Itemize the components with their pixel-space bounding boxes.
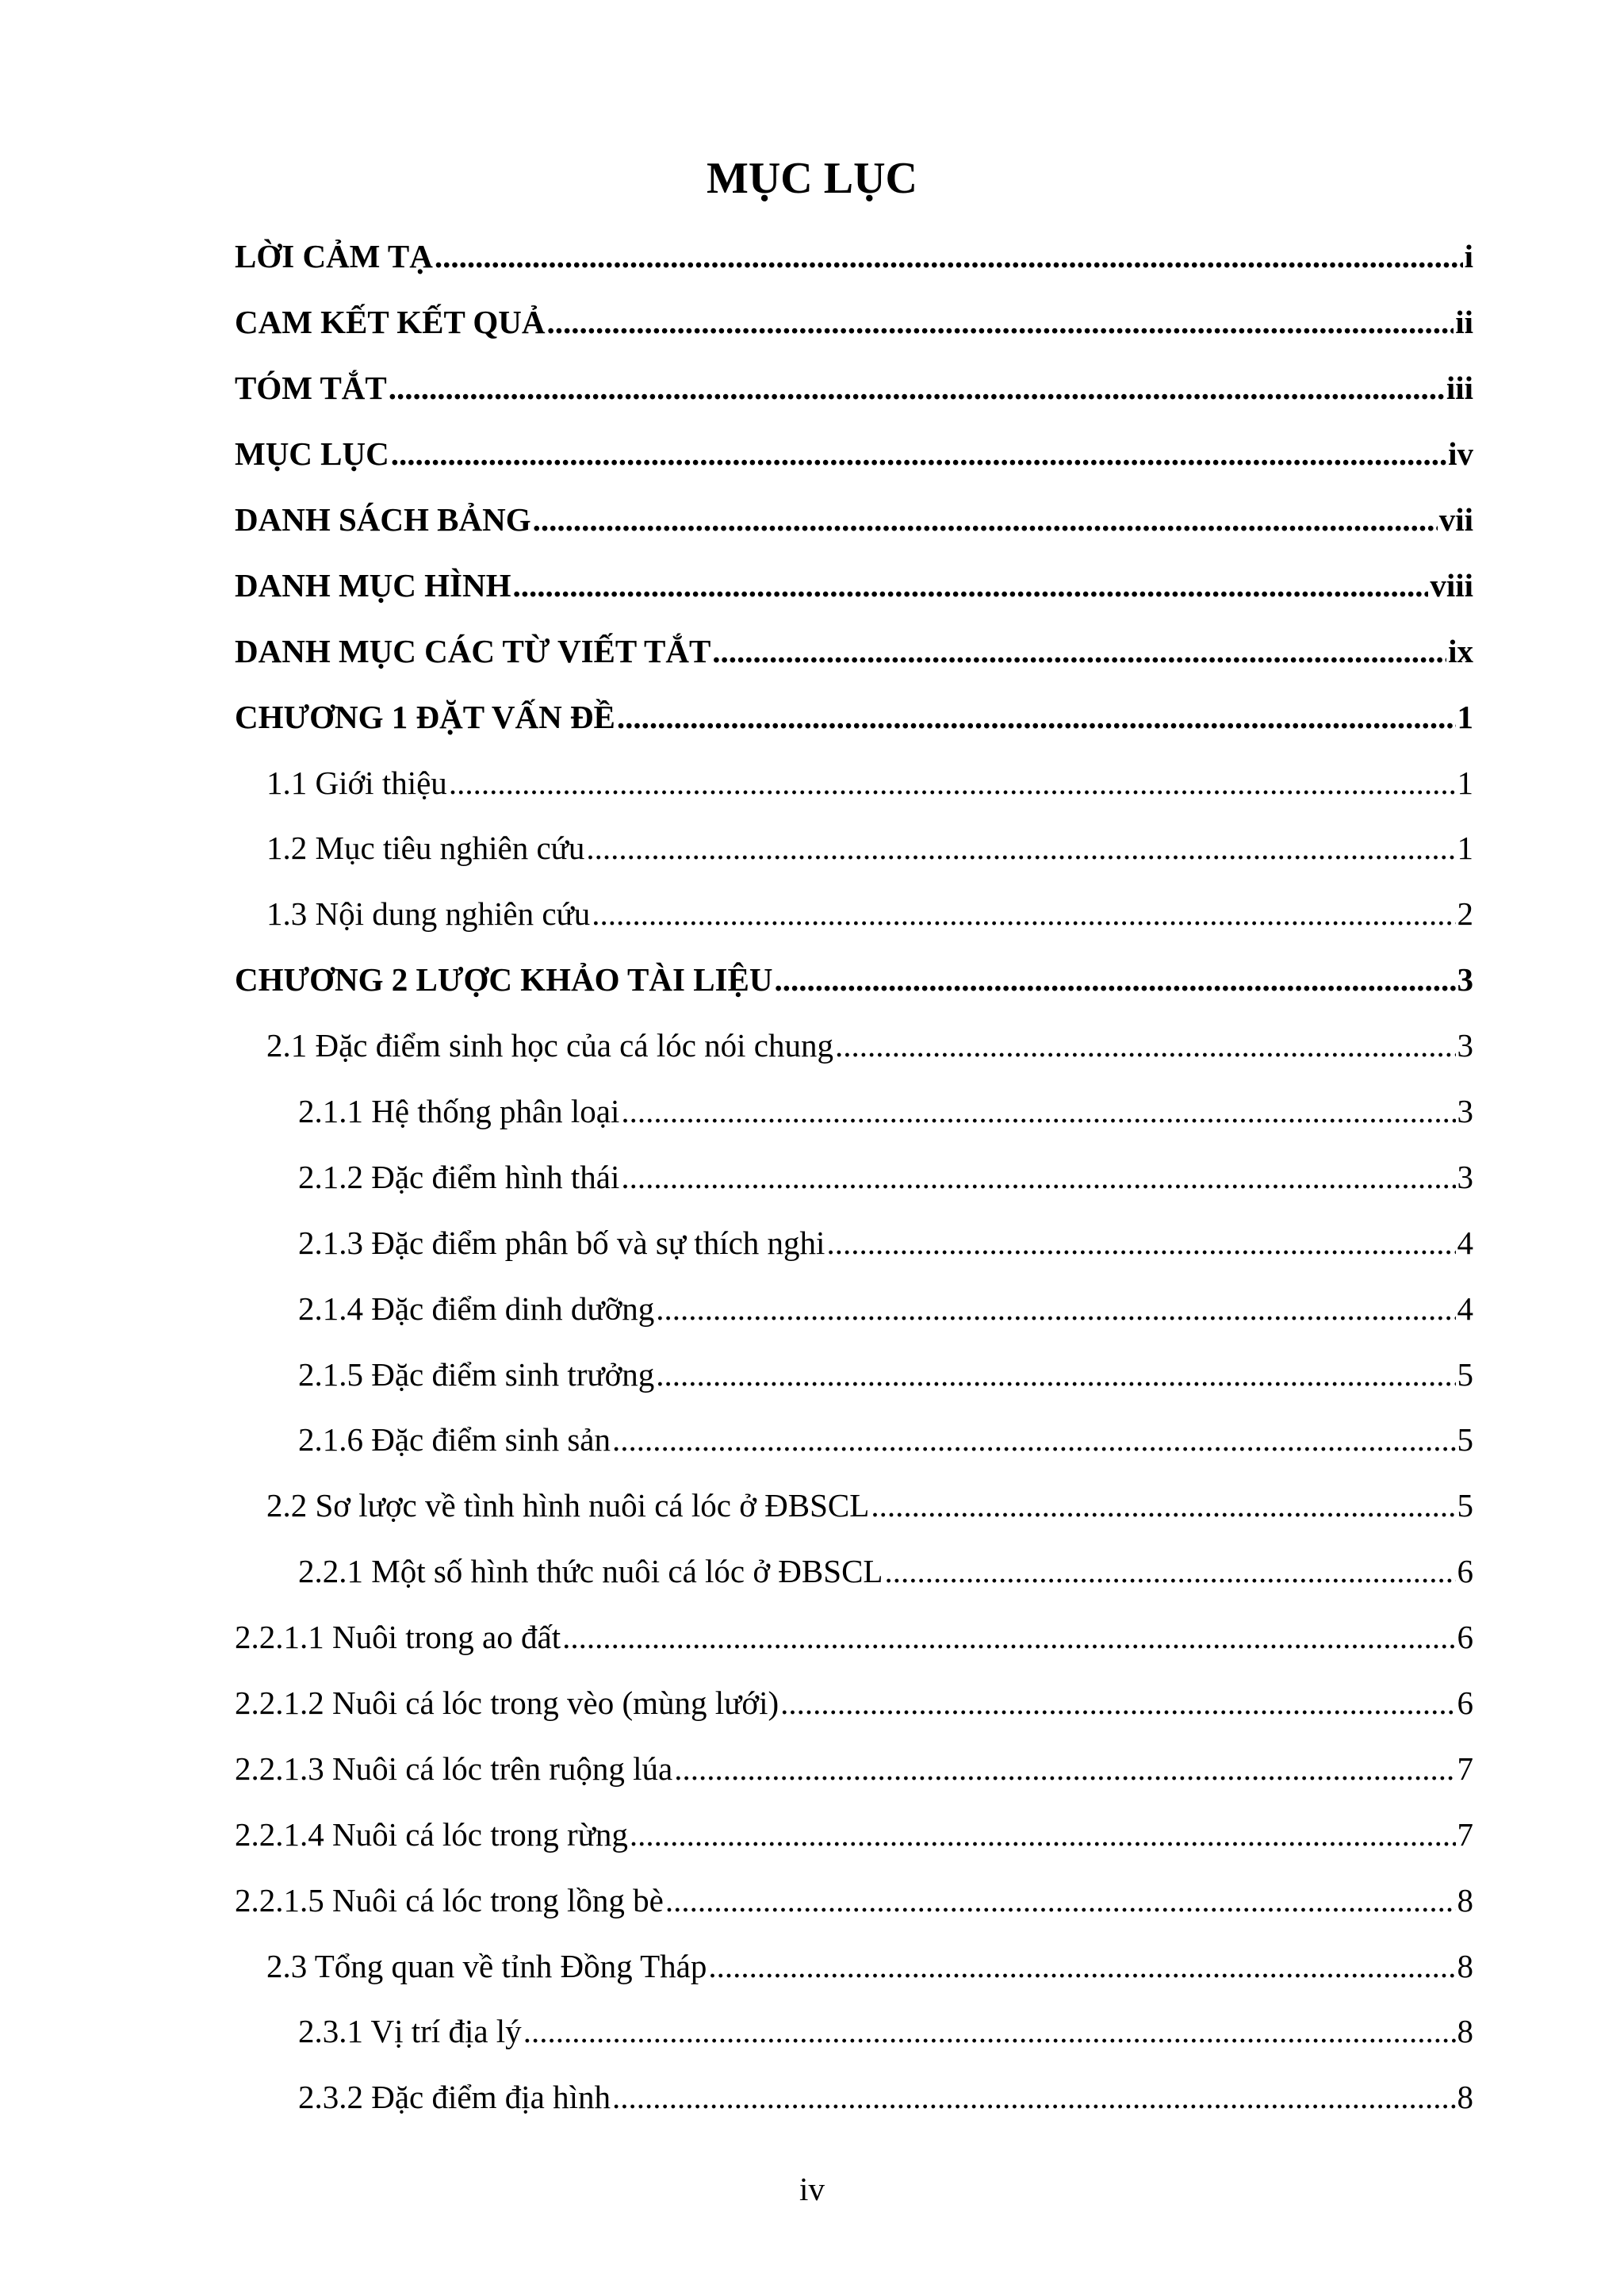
toc-entry[interactable] (235, 1670, 1473, 1736)
toc-entry-label: 2.2.1.3 Nuôi cá lóc trên ruộng lúa (235, 1750, 673, 1787)
toc-dot-leader (512, 565, 1428, 605)
toc-entry[interactable] (235, 1275, 1473, 1341)
toc-entry-page: 5 (1457, 1355, 1473, 1393)
toc-entry-label: 2.1.2 Đặc điểm hình thái (298, 1158, 620, 1195)
toc-entry-page: 2 (1457, 895, 1473, 933)
toc-entry-page: ix (1448, 632, 1473, 669)
toc-entry-label: 2.2.1.4 Nuôi cá lóc trong rừng (235, 1815, 628, 1853)
toc-entry[interactable] (235, 2064, 1473, 2130)
toc-entry[interactable] (235, 1801, 1473, 1867)
toc-entry-page: i (1464, 238, 1473, 275)
toc-entry[interactable] (235, 1999, 1473, 2064)
toc-entry-page: 6 (1457, 1685, 1473, 1722)
toc-entry-label: 2.2.1.2 Nuôi cá lóc trong vèo (mùng lưới) (235, 1685, 779, 1722)
toc-entry-label: 1.3 Nội dung nghiên cứu (266, 895, 591, 933)
toc-entry-label: 2.2.1 Một số hình thức nuôi cá lóc ở ĐBSCL (298, 1553, 883, 1590)
toc-dot-leader (586, 828, 1455, 868)
toc-entry-label: 2.1.5 Đặc điểm sinh trưởng (298, 1355, 655, 1393)
toc-entry-page: vii (1438, 501, 1473, 538)
toc-entry-page: 3 (1457, 1093, 1473, 1130)
toc-entry[interactable] (235, 947, 1473, 1013)
toc-entry-page: 8 (1457, 2013, 1473, 2050)
toc-entry-page: 8 (1457, 1947, 1473, 1984)
toc-dot-leader (612, 1420, 1456, 1459)
toc-entry-label: TÓM TẮT (235, 370, 387, 407)
toc-entry-page: 5 (1457, 1421, 1473, 1458)
toc-entry[interactable] (235, 1013, 1473, 1079)
toc-entry-page: 7 (1457, 1815, 1473, 1853)
toc-dot-leader (656, 1289, 1455, 1328)
toc-entry-label: 2.1.4 Đặc điểm dinh dưỡng (298, 1290, 655, 1327)
toc-entry-page: 1 (1457, 764, 1473, 801)
toc-entry[interactable] (235, 1933, 1473, 1999)
toc-dot-leader (523, 2011, 1456, 2051)
toc-dot-leader (621, 1157, 1455, 1197)
toc-entry-label: 2.2.1.5 Nuôi cá lóc trong lồng bè (235, 1881, 664, 1918)
toc-entry-page: 4 (1457, 1224, 1473, 1261)
toc-entry-label: 2.2.1.1 Nuôi trong ao đất (235, 1619, 561, 1656)
toc-entry-page: 7 (1457, 1750, 1473, 1787)
toc-entry-label: 2.1.1 Hệ thống phân loại (298, 1093, 620, 1130)
toc-entry-page: ii (1455, 304, 1473, 341)
toc-entry-label: CAM KẾT KẾT QUẢ (235, 304, 546, 341)
toc-dot-leader (835, 1025, 1456, 1065)
toc-dot-leader (449, 763, 1456, 803)
toc-entry[interactable] (235, 289, 1473, 355)
toc-dot-leader (826, 1223, 1455, 1263)
toc-entry-label: DANH MỤC HÌNH (235, 566, 511, 604)
toc-entry[interactable] (235, 1735, 1473, 1801)
toc-entry[interactable] (235, 684, 1473, 749)
toc-entry-page: viii (1430, 566, 1473, 604)
toc-dot-leader (612, 2077, 1456, 2117)
toc-entry-page: iii (1446, 370, 1473, 407)
toc-entry-page: 5 (1457, 1487, 1473, 1524)
toc-entry-label: CHƯƠNG 2 LƯỢC KHẢO TÀI LIỆU (235, 961, 773, 999)
toc-entry[interactable] (235, 355, 1473, 421)
toc-entry[interactable] (235, 1209, 1473, 1275)
toc-entry[interactable] (235, 1144, 1473, 1209)
toc-entry-page: iv (1448, 435, 1473, 473)
toc-dot-leader (562, 1617, 1455, 1657)
toc-dot-leader (435, 236, 1463, 276)
toc-dot-leader (533, 500, 1438, 539)
toc-entry[interactable] (235, 1079, 1473, 1144)
toc-entry[interactable] (235, 552, 1473, 618)
toc-entry[interactable] (235, 224, 1473, 289)
toc-entry-label: 2.3.1 Vị trí địa lý (298, 2013, 522, 2050)
toc-entry-page: 3 (1457, 1158, 1473, 1195)
toc-entry[interactable] (235, 1539, 1473, 1604)
toc-entry-label: CHƯƠNG 1 ĐẶT VẤN ĐỀ (235, 698, 615, 735)
toc-entry[interactable] (235, 1473, 1473, 1539)
toc-dot-leader (665, 1880, 1456, 1920)
page-title: MỤC LỤC (707, 154, 917, 203)
toc-entry-page: 8 (1457, 1881, 1473, 1918)
table-of-contents (235, 224, 1473, 2130)
toc-dot-leader (674, 1749, 1455, 1788)
toc-entry-label: LỜI CẢM TẠ (235, 238, 433, 275)
toc-entry[interactable] (235, 618, 1473, 684)
toc-entry-page: 3 (1457, 1027, 1473, 1064)
toc-entry-label: MỤC LỤC (235, 435, 389, 473)
toc-entry-label: 2.2 Sơ lược về tình hình nuôi cá lóc ở ĐBSCL (266, 1487, 870, 1524)
toc-entry[interactable] (235, 1341, 1473, 1407)
page-number: iv (799, 2171, 825, 2207)
toc-entry-page: 1 (1457, 698, 1473, 735)
toc-entry-label: 1.2 Mục tiêu nghiên cứu (266, 830, 585, 867)
toc-entry-label: DANH SÁCH BẢNG (235, 501, 531, 538)
toc-entry-page: 6 (1457, 1619, 1473, 1656)
toc-dot-leader (656, 1355, 1455, 1394)
toc-dot-leader (592, 894, 1455, 933)
toc-entry-label: 2.1.3 Đặc điểm phân bố và sự thích nghi (298, 1224, 825, 1261)
toc-dot-leader (391, 434, 1446, 473)
toc-entry[interactable] (235, 815, 1473, 881)
toc-entry-label: DANH MỤC CÁC TỪ VIẾT TẮT (235, 632, 711, 669)
toc-entry-page: 1 (1457, 830, 1473, 867)
toc-entry-label: 2.1.6 Đặc điểm sinh sản (298, 1421, 611, 1458)
toc-dot-leader (389, 368, 1445, 408)
toc-entry-label: 1.1 Giới thiệu (266, 764, 447, 801)
toc-entry[interactable] (235, 1604, 1473, 1670)
toc-entry-label: 2.3.2 Đặc điểm địa hình (298, 2079, 611, 2116)
toc-entry[interactable] (235, 1407, 1473, 1473)
toc-entry[interactable] (235, 749, 1473, 815)
toc-entry[interactable] (235, 487, 1473, 553)
toc-dot-leader (617, 697, 1456, 737)
toc-dot-leader (708, 1946, 1455, 1986)
toc-entry-page: 6 (1457, 1553, 1473, 1590)
toc-entry[interactable] (235, 421, 1473, 487)
toc-dot-leader (546, 302, 1454, 342)
toc-dot-leader (712, 631, 1446, 671)
toc-entry-page: 8 (1457, 2079, 1473, 2116)
toc-dot-leader (621, 1091, 1455, 1131)
toc-entry-page: 3 (1457, 961, 1473, 999)
toc-dot-leader (630, 1815, 1456, 1854)
toc-dot-leader (871, 1485, 1455, 1525)
toc-entry-label: 2.1 Đặc điểm sinh học của cá lóc nói chung (266, 1027, 833, 1064)
toc-dot-leader (774, 960, 1455, 999)
toc-entry-label: 2.3 Tổng quan về tỉnh Đồng Tháp (266, 1947, 707, 1984)
toc-entry-page: 4 (1457, 1290, 1473, 1327)
toc-dot-leader (884, 1551, 1455, 1591)
toc-entry[interactable] (235, 881, 1473, 947)
toc-entry[interactable] (235, 1867, 1473, 1933)
toc-dot-leader (780, 1683, 1455, 1723)
